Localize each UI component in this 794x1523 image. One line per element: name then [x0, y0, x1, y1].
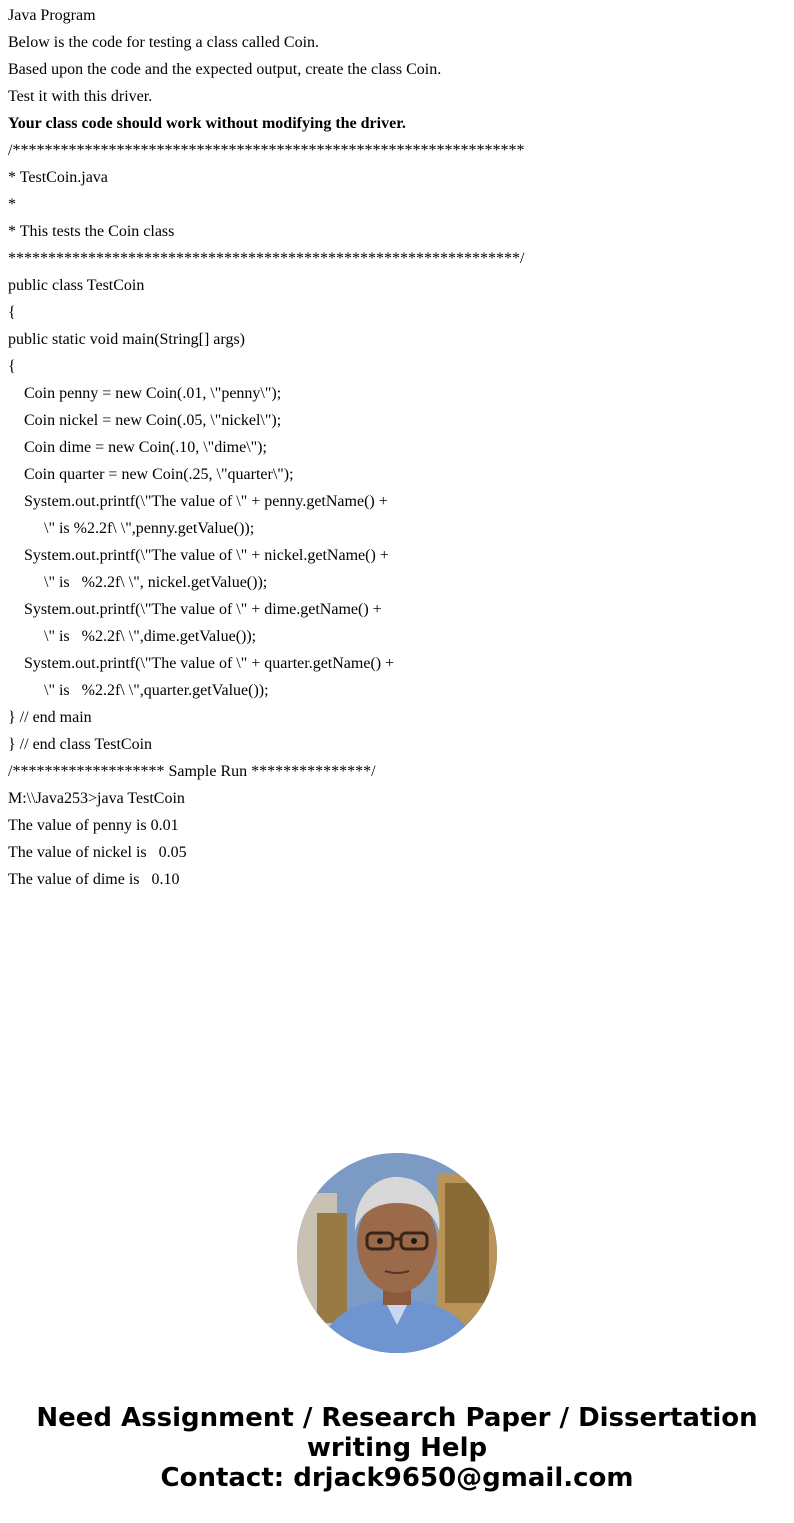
- author-photo: [297, 1153, 497, 1353]
- banner-line-2: writing Help: [306, 1433, 488, 1463]
- document-line: M:\\Java253>java TestCoin: [8, 790, 185, 807]
- document-line: Coin dime = new Coin(.10, \"dime\");: [8, 439, 267, 456]
- document-line: * This tests the Coin class: [8, 223, 175, 240]
- document-line: System.out.printf(\"The value of \" + quarter.getName() +: [8, 655, 395, 672]
- document-line: * TestCoin.java: [8, 169, 108, 186]
- document-line: Coin nickel = new Coin(.05, \"nickel\");: [8, 412, 282, 429]
- document-line: public static void main(String[] args): [8, 331, 245, 348]
- document-line-bold: Your class code should work without modifying the driver.: [8, 115, 406, 132]
- document-line: } // end main: [8, 709, 92, 726]
- document-line: Based upon the code and the expected output, create the class Coin.: [8, 61, 442, 78]
- contact-banner: [0, 1403, 794, 1493]
- document-line: The value of penny is 0.01: [8, 817, 179, 834]
- document-line: System.out.printf(\"The value of \" + nickel.getName() +: [8, 547, 389, 564]
- document-line: /****************************************************************: [8, 142, 525, 159]
- document-line: Coin quarter = new Coin(.25, \"quarter\");: [8, 466, 294, 483]
- document-line: System.out.printf(\"The value of \" + dime.getName() +: [8, 601, 382, 618]
- document-line: Java Program: [8, 7, 96, 24]
- document-line: \" is %2.2f\ \",quarter.getValue());: [8, 682, 269, 699]
- document-line: Below is the code for testing a class called Coin.: [8, 34, 320, 51]
- document-line: {: [8, 358, 16, 375]
- document-line: {: [8, 304, 16, 321]
- portrait-image: [297, 1153, 497, 1353]
- document-line: The value of nickel is 0.05: [8, 844, 187, 861]
- banner-line-1: Need Assignment / Research Paper / Dissertation: [36, 1403, 758, 1433]
- document-line: System.out.printf(\"The value of \" + penny.getName() +: [8, 493, 388, 510]
- document-line: public class TestCoin: [8, 277, 145, 294]
- document-line: \" is %2.2f\ \",dime.getValue());: [8, 628, 257, 645]
- document-line: Coin penny = new Coin(.01, \"penny\");: [8, 385, 282, 402]
- document-body: [8, 0, 788, 898]
- banner-contact-line: Contact: drjack9650@gmail.com: [160, 1463, 634, 1493]
- document-line: \" is %2.2f\ \",penny.getValue());: [8, 520, 255, 537]
- document-line: The value of dime is 0.10: [8, 871, 180, 888]
- document-line: *: [8, 196, 16, 213]
- document-line: Test it with this driver.: [8, 88, 153, 105]
- document-line: } // end class TestCoin: [8, 736, 153, 753]
- document-line: /******************* Sample Run ***************/: [8, 763, 376, 780]
- document-line: \" is %2.2f\ \", nickel.getValue());: [8, 574, 268, 591]
- document-line: ****************************************************************/: [8, 250, 525, 267]
